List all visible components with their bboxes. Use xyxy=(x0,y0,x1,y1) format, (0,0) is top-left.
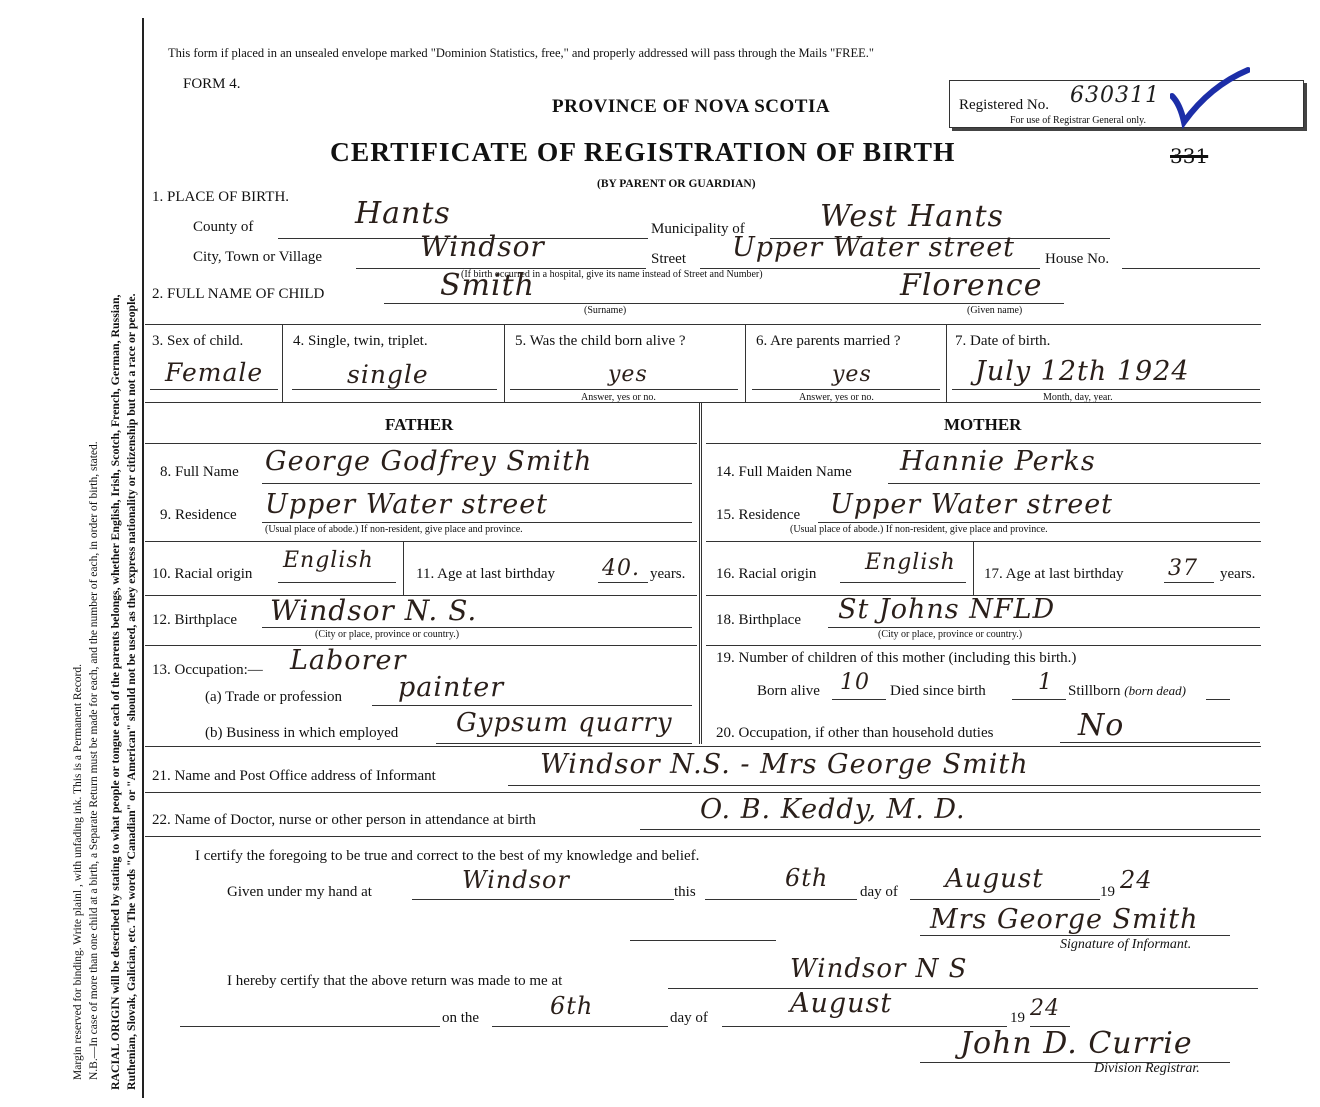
father-occupation-value: Laborer xyxy=(290,645,407,676)
father-race-value: English xyxy=(283,548,374,573)
house-number-label: House No. xyxy=(1045,251,1110,267)
mother-birthplace-label: 18. Birthplace xyxy=(716,612,801,628)
registered-label: Registered No. xyxy=(959,97,1049,113)
father-birthplace-caption: (City or place, province or country.) xyxy=(315,629,460,640)
margin-nb-note: N.B.—In case of more than one child at a birth, a Separate Return must be made for each, and the number of each, in order of birth, stated. xyxy=(88,441,100,1080)
county-value: Hants xyxy=(355,196,451,231)
return-year-value: 24 xyxy=(1030,996,1060,1021)
mother-heading: MOTHER xyxy=(944,415,1022,434)
born-alive-count-label: Born alive xyxy=(757,683,820,699)
born-alive-caption: Answer, yes or no. xyxy=(581,392,656,403)
parents-married-value: yes xyxy=(832,362,872,387)
died-since-birth-label: Died since birth xyxy=(890,683,986,699)
given-place-value: Windsor xyxy=(462,866,570,894)
return-day-value: 6th xyxy=(550,992,594,1020)
registrar-signature: John D. Currie xyxy=(960,1026,1193,1061)
father-heading: FATHER xyxy=(385,415,454,434)
return-month-value: August xyxy=(790,988,893,1019)
father-residence-label: 9. Residence xyxy=(160,507,237,523)
child-given-name: Florence xyxy=(900,268,1043,303)
father-age-years: years. xyxy=(650,566,686,582)
mother-occupation-value: No xyxy=(1078,708,1125,743)
mother-birthplace-value: St Johns NFLD xyxy=(838,594,1056,625)
died-since-birth-value: 1 xyxy=(1038,670,1053,695)
mother-name-value: Hannie Perks xyxy=(900,446,1096,477)
date-of-birth-caption: Month, day, year. xyxy=(1043,392,1113,403)
municipality-value: West Hants xyxy=(820,199,1004,234)
sex-value: Female xyxy=(165,358,264,387)
return-place-value: Windsor N S xyxy=(790,954,968,984)
certify-statement: I certify the foregoing to be true and correct to the best of my knowledge and belief. xyxy=(195,848,700,864)
city-value: Windsor xyxy=(420,230,545,263)
registrar-note: For use of Registrar General only. xyxy=(1010,115,1146,126)
informant-signature: Mrs George Smith xyxy=(930,904,1199,935)
registered-box xyxy=(949,80,1304,128)
hospital-note: (If birth occurred in a hospital, give its name instead of Street and Number) xyxy=(461,269,763,280)
child-surname: Smith xyxy=(440,268,535,303)
mother-age-years: years. xyxy=(1220,566,1256,582)
municipality-label: Municipality of xyxy=(651,221,745,237)
margin-racial-note-1: RACIAL ORIGIN will be described by stating to what people or tongue each of the parents belongs, whether English, Irish, Scotch, French, German, Russian, xyxy=(108,294,122,1090)
day-of-label: day of xyxy=(860,884,898,900)
mother-birthplace-caption: (City or place, province or country.) xyxy=(878,629,1023,640)
father-residence-value: Upper Water street xyxy=(265,489,549,520)
on-the-label: on the xyxy=(442,1010,480,1026)
this-label: this xyxy=(674,884,696,900)
street-value: Upper Water street xyxy=(732,232,1016,263)
given-under-hand-label: Given under my hand at xyxy=(227,884,372,900)
sex-label: 3. Sex of child. xyxy=(152,333,244,349)
mother-residence-caption: (Usual place of abode.) If non-resident, give place and province. xyxy=(790,524,1048,535)
father-business-value: Gypsum quarry xyxy=(456,708,673,738)
mother-race-value: English xyxy=(865,550,956,575)
mother-name-label: 14. Full Maiden Name xyxy=(716,464,852,480)
return-day-of-label: day of xyxy=(670,1010,708,1026)
doctor-label: 22. Name of Doctor, nurse or other person in attendance at birth xyxy=(152,812,536,828)
born-alive-count-value: 10 xyxy=(840,670,870,695)
registrar-caption: Division Registrar. xyxy=(1094,1061,1200,1076)
father-age-value: 40. xyxy=(602,556,640,581)
informant-signature-caption: Signature of Informant. xyxy=(1060,937,1192,952)
given-day-value: 6th xyxy=(785,864,829,892)
parents-married-label: 6. Are parents married ? xyxy=(756,333,901,349)
plurality-label: 4. Single, twin, triplet. xyxy=(293,333,428,349)
mother-occupation-label: 20. Occupation, if other than household duties xyxy=(716,725,994,741)
plurality-value: single xyxy=(347,360,429,389)
struck-number-text: 331 xyxy=(1170,144,1209,168)
stillborn-caption: (born dead) xyxy=(1124,683,1187,698)
certificate-title: CERTIFICATE OF REGISTRATION OF BIRTH xyxy=(330,136,956,167)
mother-children-label: 19. Number of children of this mother (including this birth.) xyxy=(716,650,1077,666)
margin-rule xyxy=(142,18,144,1098)
margin-binding-note: Margin reserved for binding. Write plainl , with unfading ink. This is a Permanent Record. xyxy=(72,663,84,1080)
given-name-caption: (Given name) xyxy=(967,305,1023,316)
given-month-value: August xyxy=(945,864,1044,894)
father-birthplace-label: 12. Birthplace xyxy=(152,612,237,628)
stillborn-label-text: Stillborn xyxy=(1068,683,1121,699)
born-alive-label: 5. Was the child born alive ? xyxy=(515,333,686,349)
father-occupation-label: 13. Occupation:— xyxy=(152,662,263,678)
city-label: City, Town or Village xyxy=(193,249,323,265)
born-alive-value: yes xyxy=(608,362,648,387)
date-of-birth-value: July 12th 1924 xyxy=(975,356,1190,387)
struck-number xyxy=(1170,144,1208,168)
blue-check-mark-icon xyxy=(1170,66,1250,136)
given-year-value: 24 xyxy=(1120,866,1153,894)
mother-residence-value: Upper Water street xyxy=(830,489,1114,520)
informant-label: 21. Name and Post Office address of Informant xyxy=(152,768,436,784)
return-year-prefix: 19 xyxy=(1010,1010,1025,1026)
parents-married-caption: Answer, yes or no. xyxy=(799,392,874,403)
father-name-value: George Godfrey Smith xyxy=(265,446,593,477)
province-heading: PROVINCE OF NOVA SCOTIA xyxy=(552,96,831,117)
registered-number: 630311 xyxy=(1070,83,1160,108)
father-age-label: 11. Age at last birthday xyxy=(416,566,555,582)
given-year-prefix: 19 xyxy=(1100,884,1115,900)
parents-divider xyxy=(699,402,702,744)
father-business-label: (b) Business in which employed xyxy=(205,725,399,741)
father-name-label: 8. Full Name xyxy=(160,464,239,480)
mother-race-label: 16. Racial origin xyxy=(716,566,817,582)
separator-rule xyxy=(630,940,776,941)
date-of-birth-label: 7. Date of birth. xyxy=(955,333,1051,349)
street-label: Street xyxy=(651,251,686,267)
mother-age-label: 17. Age at last birthday xyxy=(984,566,1124,582)
father-race-label: 10. Racial origin xyxy=(152,566,253,582)
father-trade-label: (a) Trade or profession xyxy=(205,689,343,705)
margin-racial-note-2: Ruthenian, Slovak, Galician, etc. The words "Canadian" or "American" should not be used, as they express nationality or citizenship but not a race or people. xyxy=(124,293,138,1090)
doctor-value: O. B. Keddy, M. D. xyxy=(700,794,966,825)
county-label: County of xyxy=(193,219,254,235)
child-name-label: 2. FULL NAME OF CHILD xyxy=(152,286,325,302)
return-made-label: I hereby certify that the above return was made to me at xyxy=(227,973,563,989)
father-residence-caption: (Usual place of abode.) If non-resident, give place and province. xyxy=(265,524,523,535)
mother-residence-label: 15. Residence xyxy=(716,507,801,523)
stillborn-label xyxy=(1068,683,1186,700)
father-trade-value: painter xyxy=(398,672,505,703)
form-number: FORM 4. xyxy=(183,76,241,92)
surname-caption: (Surname) xyxy=(584,305,627,316)
father-birthplace-value: Windsor N. S. xyxy=(270,594,478,627)
certificate-subtitle: (BY PARENT OR GUARDIAN) xyxy=(597,178,756,190)
place-of-birth-label: 1. PLACE OF BIRTH. xyxy=(152,189,290,205)
mail-notice: This form if placed in an unsealed envelope marked "Dominion Statistics, free," and properly addressed will pass through the Mails "FREE." xyxy=(168,46,875,60)
informant-value: Windsor N.S. - Mrs George Smith xyxy=(540,749,1029,780)
mother-age-value: 37 xyxy=(1168,556,1198,581)
